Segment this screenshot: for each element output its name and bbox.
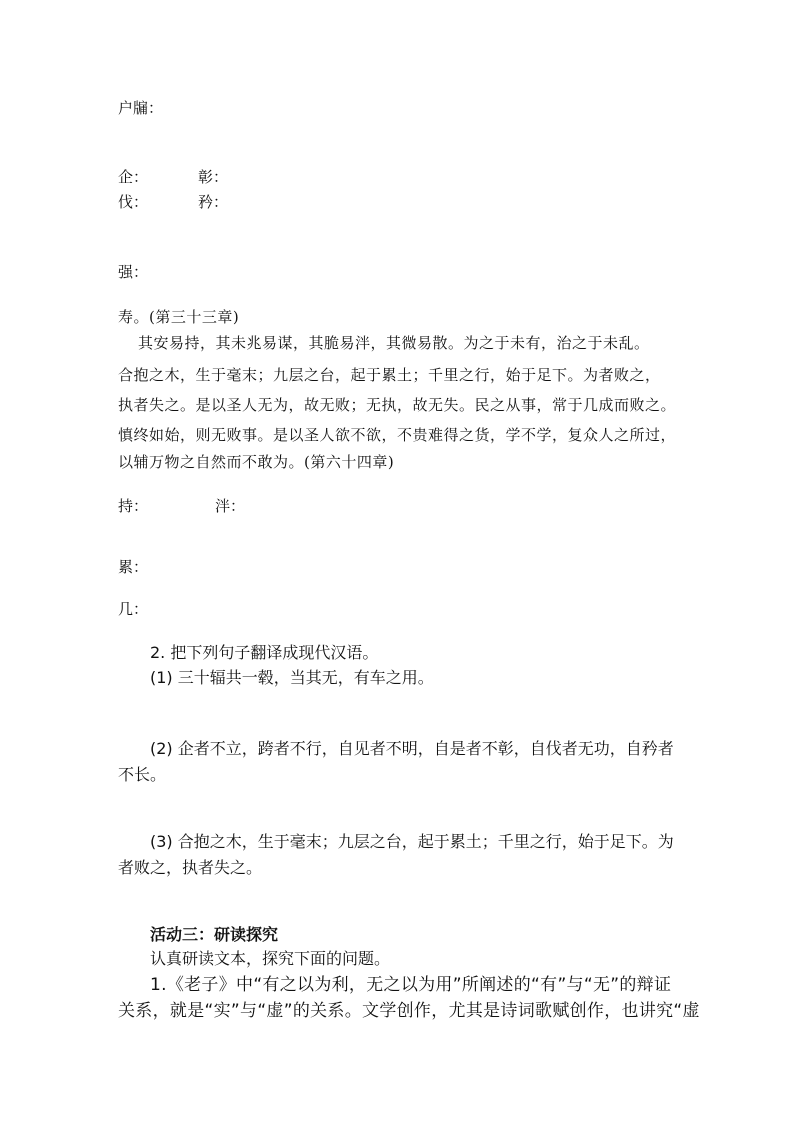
vocab-hu-you: 户牖： [118, 99, 164, 117]
passage-64-line-4: 慎终如始，则无败事。是以圣人欲不欲，不贵难得之货，学不学，复众人之所过， [118, 426, 677, 444]
vocab-jin: 矜： [198, 193, 229, 211]
vocab-pan: 泮： [215, 497, 246, 515]
vocab-ji: 几： [118, 600, 149, 618]
task2-question-3-line-1: (3) 合抱之木，生于毫末；九层之台，起于累土；千里之行，始于足下。为 [150, 832, 674, 851]
passage-64-line-3: 执者失之。是以圣人无为，故无败；无执，故无失。民之从事，常于几成而败之。 [118, 396, 677, 414]
vocab-qiang: 强： [118, 263, 149, 281]
passage-64-line-2: 合抱之木，生于毫末；九层之台，起于累土；千里之行，始于足下。为者败之， [118, 366, 661, 384]
task2-question-1: (1) 三十辐共一毂，当其无，有车之用。 [150, 668, 434, 687]
passage-64-line-5: 以辅万物之自然而不敢为。(第六十四章) [118, 453, 395, 471]
vocab-fa: 伐： [118, 193, 149, 211]
task2-question-2-line-1: (2) 企者不立，跨者不行，自见者不明，自是者不彰，自伐者无功，自矜者 [150, 739, 674, 758]
activity3-intro: 认真研读文本，探究下面的问题。 [150, 949, 391, 968]
vocab-zhang: 彰： [198, 168, 229, 186]
activity3-question-1-line-2: 关系，就是“实”与“虚”的关系。文学创作，尤其是诗词歌赋创作，也讲究“虚 [118, 1001, 700, 1021]
activity3-question-1-line-1: 1.《老子》中“有之以为利，无之以为用”所阐述的“有”与“无”的辩证 [150, 975, 672, 995]
task2-prompt: 2. 把下列句子翻译成现代汉语。 [150, 643, 379, 662]
task2-question-3-line-2: 者败之，执者失之。 [118, 858, 263, 877]
vocab-lei: 累： [118, 558, 149, 576]
task2-question-2-line-2: 不长。 [118, 765, 167, 784]
vocab-chi: 持： [118, 497, 149, 515]
passage-64-line-1: 其安易持，其未兆易谋，其脆易泮，其微易散。为之于未有，治之于未乱。 [138, 334, 650, 352]
activity3-title: 活动三：研读探究 [150, 925, 279, 944]
passage-33-ending: 寿。(第三十三章) [118, 308, 240, 326]
vocab-qi: 企： [118, 168, 149, 186]
